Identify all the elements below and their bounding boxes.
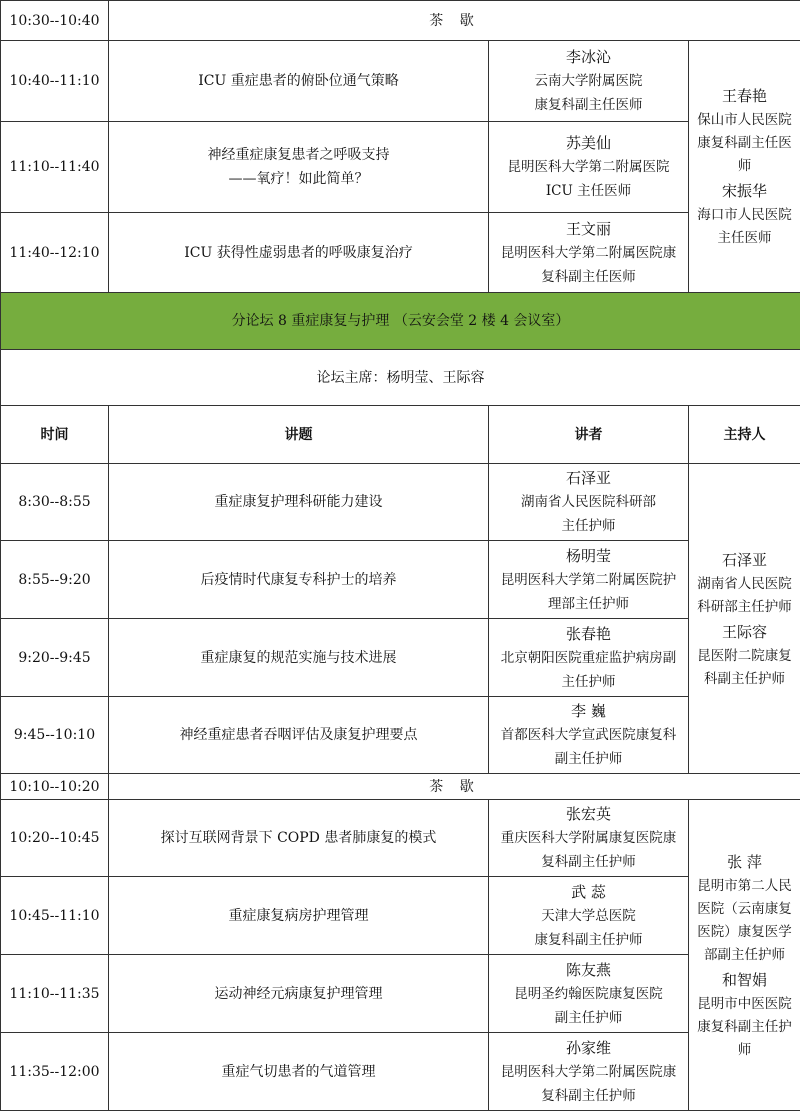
host-affiliation: 昆明市中医医院 — [697, 995, 792, 1012]
topic-line: ——氧疗！如此简单？ — [228, 171, 369, 187]
speaker-name: 张春艳 — [565, 624, 611, 643]
time-cell: 11:40--12:10 — [1, 213, 109, 293]
speaker-name: 孙家维 — [565, 1038, 611, 1057]
forum-chair-row — [1, 350, 800, 406]
time-cell: 10:40--11:10 — [1, 41, 109, 122]
topic-cell — [109, 1033, 489, 1111]
header-speaker: 讲者 — [489, 406, 689, 464]
speaker-cell — [489, 800, 689, 877]
speaker-affiliation: 首都医科大学宣武医院康复科 — [500, 727, 677, 743]
session-row — [1, 800, 800, 877]
speaker-affiliation: 北京朝阳医院重症监护病房副 — [500, 649, 677, 666]
speaker-name: 杨明莹 — [565, 546, 611, 565]
host-name: 王春艳 — [721, 87, 767, 105]
time-cell: 11:10--11:35 — [1, 955, 109, 1033]
speaker-affiliation: 天津大学总医院 — [541, 907, 636, 924]
speaker-name: 王文丽 — [565, 219, 611, 238]
topic-cell — [109, 955, 489, 1033]
session-row — [1, 464, 800, 541]
time-cell: 10:45--11:10 — [1, 877, 109, 955]
speaker-name: 武 蕊 — [571, 882, 606, 901]
speaker-title: 复科副主任护师 — [541, 1087, 636, 1104]
header-topic: 讲题 — [109, 406, 489, 464]
speaker-affiliation: 昆明医科大学第二附属医院护 — [500, 571, 677, 588]
speaker-affiliation: 云南大学附属医院 — [534, 73, 643, 89]
topic-line: 重症康复护理科研能力建设 — [214, 494, 383, 510]
host-name: 和智娟 — [721, 970, 767, 989]
topic-line: 神经重症患者吞咽评估及康复护理要点 — [179, 727, 418, 743]
host-affiliation: 医院（云南康复 — [697, 900, 792, 917]
speaker-cell — [489, 955, 689, 1033]
time-cell: 11:10--11:40 — [1, 122, 109, 213]
speaker-title: 副主任护师 — [554, 751, 623, 767]
speaker-affiliation: 重庆医科大学附属康复医院康 — [500, 830, 677, 846]
break-row — [1, 774, 800, 800]
host-affiliation: 康复科副主任医 — [697, 135, 792, 151]
topic-cell — [109, 800, 489, 877]
speaker-name: 李 巍 — [571, 702, 606, 720]
break-label: 茶 歇 — [109, 774, 800, 800]
host-affiliation: 师 — [737, 1041, 752, 1058]
session-row — [1, 619, 800, 697]
forum-chair: 论坛主席：杨明莹、王际容 — [1, 350, 800, 406]
host-affiliation: 师 — [737, 158, 752, 174]
speaker-cell — [489, 1033, 689, 1111]
topic-cell — [109, 619, 489, 697]
table-header-row — [1, 406, 800, 464]
speaker-title: ICU 主任医师 — [545, 183, 632, 199]
topic-cell — [109, 697, 489, 774]
topic-cell — [109, 213, 489, 293]
host-affiliation: 科副主任护师 — [704, 670, 785, 687]
time-cell: 11:35--12:00 — [1, 1033, 109, 1111]
speaker-title: 复科副主任护师 — [541, 854, 636, 870]
host-affiliation: 科研部主任护师 — [697, 598, 792, 615]
speaker-title: 康复科副主任医师 — [534, 97, 643, 113]
host-affiliation: 海口市人民医院 — [697, 207, 792, 223]
host-cell — [689, 464, 800, 774]
speaker-cell — [489, 877, 689, 955]
host-name: 宋振华 — [721, 182, 767, 200]
time-cell: 9:45--10:10 — [1, 697, 109, 774]
host-affiliation: 医院）康复医学 — [697, 923, 792, 940]
speaker-title: 理部主任护师 — [548, 595, 629, 612]
speaker-cell — [489, 122, 689, 213]
time-cell: 8:30--8:55 — [1, 464, 109, 541]
break-row — [1, 1, 800, 41]
topic-cell — [109, 122, 489, 213]
time-cell: 10:10--10:20 — [1, 774, 109, 800]
speaker-title: 主任护师 — [561, 673, 616, 690]
session-row — [1, 1033, 800, 1111]
forum-title-row — [1, 293, 800, 350]
host-name: 王际容 — [721, 622, 767, 641]
speaker-cell — [489, 697, 689, 774]
forum-title: 分论坛 8 重症康复与护理 （云安会堂 2 楼 4 会议室） — [1, 293, 800, 350]
topic-line: 探讨互联网背景下 COPD 患者肺康复的模式 — [160, 830, 437, 846]
topic-line: ICU 获得性虚弱患者的呼吸康复治疗 — [184, 244, 413, 261]
speaker-cell — [489, 541, 689, 619]
host-affiliation: 主任医师 — [717, 230, 772, 246]
host-affiliation: 部副主任护师 — [704, 946, 785, 963]
speaker-affiliation: 昆明医科大学第二附属医院康 — [500, 1063, 677, 1080]
topic-cell — [109, 877, 489, 955]
speaker-name: 苏美仙 — [565, 134, 611, 152]
speaker-name: 张宏英 — [565, 805, 611, 823]
time-cell: 9:20--9:45 — [1, 619, 109, 697]
topic-line: 重症康复病房护理管理 — [228, 907, 369, 924]
topic-line: 神经重症康复患者之呼吸支持 — [207, 147, 390, 163]
host-name: 张 萍 — [727, 852, 762, 871]
host-affiliation: 昆明市第二人民 — [697, 877, 792, 894]
host-affiliation: 湖南省人民医院 — [697, 575, 792, 592]
speaker-cell — [489, 213, 689, 293]
break-label: 茶 歇 — [109, 1, 800, 41]
time-cell: 10:20--10:45 — [1, 800, 109, 877]
speaker-name: 陈友燕 — [565, 960, 611, 979]
speaker-affiliation: 昆明圣约翰医院康复医院 — [514, 985, 663, 1002]
header-host: 主持人 — [689, 406, 800, 464]
topic-cell — [109, 541, 489, 619]
speaker-affiliation: 昆明医科大学第二附属医院康 — [500, 244, 677, 261]
session-row — [1, 213, 800, 293]
topic-line: ICU 重症患者的俯卧位通气策略 — [198, 73, 399, 89]
topic-cell — [109, 464, 489, 541]
speaker-title: 主任护师 — [561, 518, 616, 534]
topic-line: 重症气切患者的气道管理 — [221, 1063, 376, 1080]
speaker-title: 康复科副主任护师 — [534, 931, 643, 948]
session-row — [1, 541, 800, 619]
speaker-cell — [489, 41, 689, 122]
speaker-name: 李冰沁 — [565, 48, 611, 66]
session-row — [1, 122, 800, 213]
topic-cell — [109, 41, 489, 122]
topic-line: 重症康复的规范实施与技术进展 — [200, 649, 397, 666]
session-row — [1, 697, 800, 774]
time-cell: 10:30--10:40 — [1, 1, 109, 41]
speaker-affiliation: 湖南省人民医院科研部 — [521, 494, 656, 510]
session-row — [1, 41, 800, 122]
host-cell — [689, 41, 800, 293]
session-row — [1, 955, 800, 1033]
session-row — [1, 877, 800, 955]
topic-line: 后疫情时代康复专科护士的培养 — [200, 571, 397, 588]
host-affiliation: 保山市人民医院 — [697, 112, 792, 128]
time-cell: 8:55--9:20 — [1, 541, 109, 619]
speaker-title: 复科副主任医师 — [541, 268, 636, 285]
header-time: 时间 — [1, 406, 109, 464]
topic-line: 运动神经元病康复护理管理 — [214, 985, 383, 1002]
speaker-affiliation: 昆明医科大学第二附属医院 — [507, 159, 670, 175]
host-affiliation: 康复科副主任护 — [697, 1018, 792, 1035]
speaker-cell — [489, 619, 689, 697]
speaker-name: 石泽亚 — [565, 469, 611, 487]
host-cell — [689, 800, 800, 1111]
speaker-cell — [489, 464, 689, 541]
speaker-title: 副主任护师 — [554, 1009, 623, 1026]
host-name: 石泽亚 — [721, 550, 767, 569]
host-affiliation: 昆医附二院康复 — [697, 647, 792, 664]
